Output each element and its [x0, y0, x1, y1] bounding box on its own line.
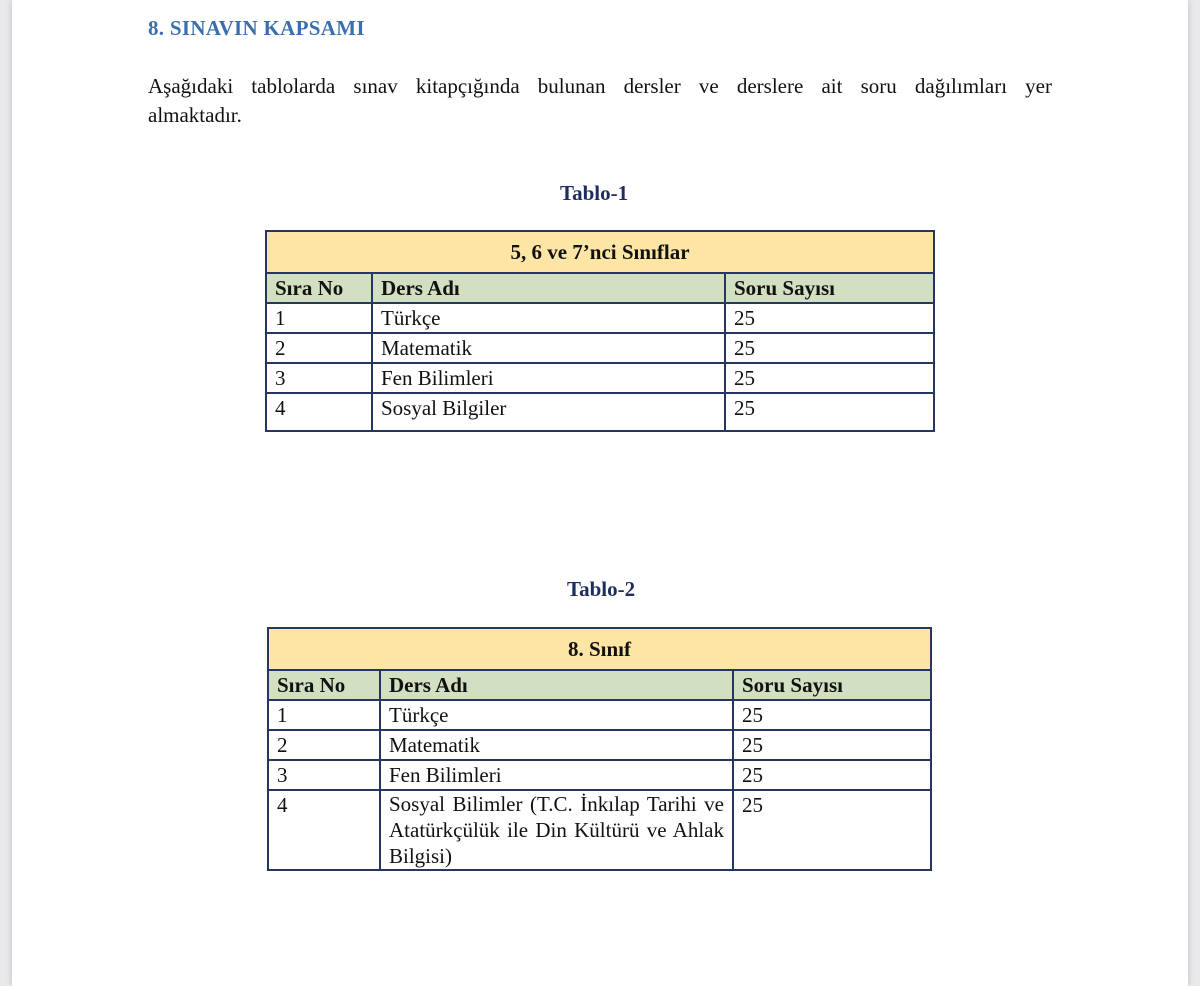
table1-caption: Tablo-1	[560, 181, 629, 205]
table1-header-soru-sayisi: Soru Sayısı	[725, 273, 934, 303]
intro-line-1: Aşağıdaki tablolarda sınav kitapçığında bulunan dersler ve derslere ait soru dağılımları yer	[148, 74, 1052, 98]
table-row	[268, 700, 931, 730]
intro-paragraph	[148, 72, 1052, 130]
table-cell: Matematik	[380, 730, 733, 760]
table-cell: 4	[266, 393, 372, 431]
table-row	[268, 790, 931, 870]
table-cell: 25	[733, 700, 931, 730]
intro-line-2: almaktadır.	[148, 103, 242, 127]
table2-header-ders-adi: Ders Adı	[380, 670, 733, 700]
table-row	[268, 730, 931, 760]
table-row	[266, 333, 934, 363]
table-cell: Sosyal Bilimler (T.C. İnkılap Tarihi ve Atatürkçülük ile Din Kültürü ve Ahlak Bilgisi)	[380, 790, 733, 870]
table-row	[266, 393, 934, 431]
document-page	[12, 0, 1188, 986]
table-cell: 25	[725, 303, 934, 333]
table-cell: Fen Bilimleri	[380, 760, 733, 790]
table2-header-sira-no: Sıra No	[268, 670, 380, 700]
table2-caption: Tablo-2	[567, 577, 636, 601]
section-heading: 8. SINAVIN KAPSAMI	[148, 16, 365, 40]
table-row	[268, 760, 931, 790]
table1-group-title: 5, 6 ve 7’nci Sınıflar	[266, 231, 934, 273]
table-cell: Türkçe	[372, 303, 725, 333]
table-row	[266, 363, 934, 393]
table-cell: 25	[725, 333, 934, 363]
table2-group-title: 8. Sınıf	[268, 628, 931, 670]
table-cell: 1	[268, 700, 380, 730]
table-cell: Matematik	[372, 333, 725, 363]
table2-header-soru-sayisi: Soru Sayısı	[733, 670, 931, 700]
table-cell: 4	[268, 790, 380, 870]
table-1	[265, 230, 935, 432]
table-row	[266, 303, 934, 333]
table-cell: 25	[725, 363, 934, 393]
table-cell: 25	[725, 393, 934, 431]
table-cell: 3	[268, 760, 380, 790]
table1-header-ders-adi: Ders Adı	[372, 273, 725, 303]
table-cell: 2	[268, 730, 380, 760]
table-2	[267, 627, 932, 871]
table-cell: 3	[266, 363, 372, 393]
table-cell: Türkçe	[380, 700, 733, 730]
table-cell: 1	[266, 303, 372, 333]
table-cell: 2	[266, 333, 372, 363]
table1-header-sira-no: Sıra No	[266, 273, 372, 303]
table-cell: 25	[733, 730, 931, 760]
table-cell: Sosyal Bilgiler	[372, 393, 725, 431]
table-cell: 25	[733, 790, 931, 870]
table-cell: Fen Bilimleri	[372, 363, 725, 393]
table-cell: 25	[733, 760, 931, 790]
